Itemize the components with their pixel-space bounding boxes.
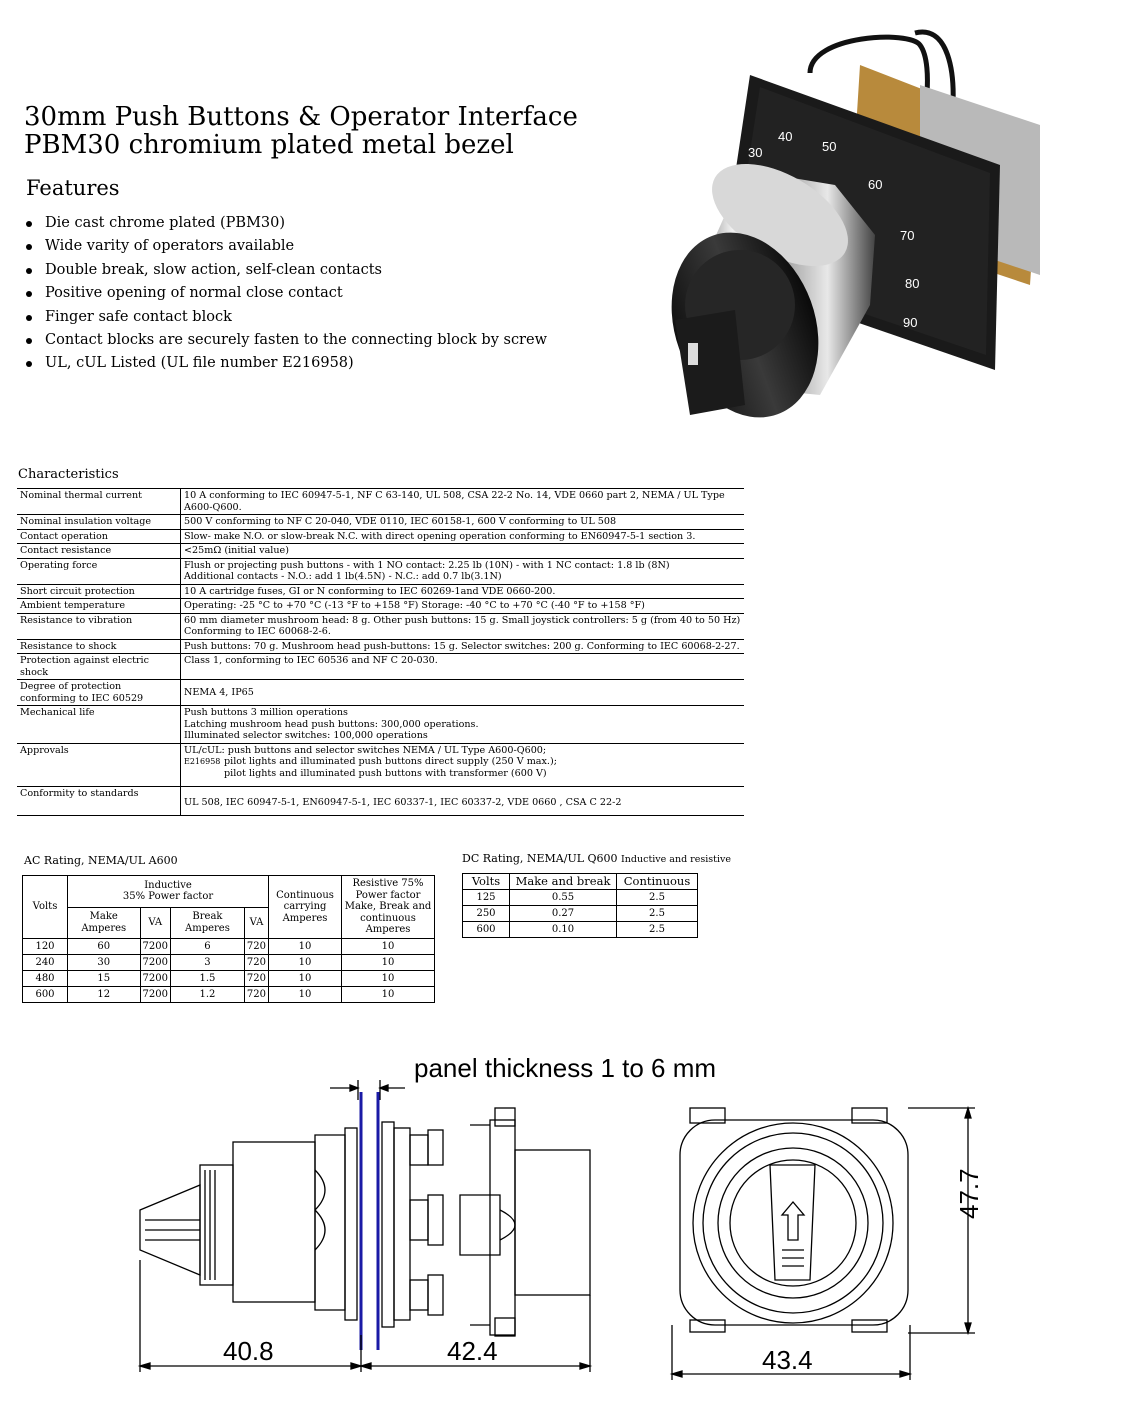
table-row xyxy=(17,654,744,680)
row-value: 500 V conforming to NF C 20-040, VDE 0110, IEC 60158-1, 600 V conforming to UL 508 xyxy=(181,515,745,530)
row-label: Mechanical life xyxy=(17,706,181,744)
features-heading: Features xyxy=(26,176,120,200)
cell: 10 xyxy=(342,954,435,970)
cell: 0.55 xyxy=(510,890,617,906)
header-continuous: Continuous carrying Amperes xyxy=(269,876,342,939)
cell: 600 xyxy=(23,986,68,1002)
dial-number: 100 xyxy=(892,345,914,360)
feature-list xyxy=(24,212,547,376)
table-row xyxy=(17,515,744,530)
row-label: Operating force xyxy=(17,558,181,584)
row-value-line: Additional contacts - N.O.: add 1 lb(4.5N) - N.C.: add 0.7 lb(3.1N) xyxy=(184,571,502,582)
cell: 15 xyxy=(68,970,141,986)
row-label: Contact operation xyxy=(17,529,181,544)
table-row xyxy=(23,986,435,1002)
cell: 10 xyxy=(342,938,435,954)
front-view xyxy=(680,1108,908,1332)
row-value-line xyxy=(184,756,741,768)
product-photo xyxy=(660,25,1080,425)
cell: 720 xyxy=(244,938,268,954)
dimension-front-depth: 40.8 xyxy=(223,1336,274,1366)
cell: 240 xyxy=(23,954,68,970)
row-label-line: Degree of protection xyxy=(20,681,122,692)
table-row xyxy=(17,558,744,584)
header-continuous: Continuous xyxy=(617,874,698,890)
cell: 10 xyxy=(269,970,342,986)
table-row xyxy=(17,613,744,639)
cell: 720 xyxy=(244,954,268,970)
cell: 2.5 xyxy=(617,922,698,938)
row-value: 10 A cartridge fuses, GI or N conforming to IEC 60269-1and VDE 0660-200. xyxy=(181,584,745,599)
cell: 10 xyxy=(269,954,342,970)
dc-rating-table xyxy=(462,873,698,938)
table-row xyxy=(463,922,698,938)
cell: 7200 xyxy=(140,986,170,1002)
header-inductive xyxy=(68,876,269,908)
row-value: Operating: -25 °C to +70 °C (-13 °F to +158 °F) Storage: -40 °C to +70 °C (-40 °F to +158 °F) xyxy=(181,599,745,614)
cell: 10 xyxy=(269,986,342,1002)
row-value xyxy=(181,613,745,639)
header-volts: Volts xyxy=(463,874,510,890)
table-row xyxy=(463,890,698,906)
row-label: Nominal insulation voltage xyxy=(17,515,181,530)
approval-file-number: E216958 xyxy=(184,757,221,766)
dial-number: 80 xyxy=(905,276,920,291)
header-make-break: Make and break xyxy=(510,874,617,890)
page-title: 30mm Push Buttons & Operator Interface xyxy=(24,102,578,132)
row-label: Conformity to standards xyxy=(17,786,181,815)
row-label: Ambient temperature xyxy=(17,599,181,614)
table-row xyxy=(17,584,744,599)
cell: 7200 xyxy=(140,970,170,986)
table-row xyxy=(17,680,744,706)
dc-rating-title xyxy=(462,852,731,865)
header-power-factor: 35% Power factor xyxy=(122,891,214,903)
ac-rating-title: AC Rating, NEMA/UL A600 xyxy=(24,854,178,867)
row-value-text: pilot lights and illuminated push buttons with transformer (600 V) xyxy=(224,767,547,779)
header-inductive-label: Inductive xyxy=(144,879,192,891)
row-label-line: conforming to IEC 60529 xyxy=(20,692,144,704)
arrow-marker-icon xyxy=(688,343,698,365)
row-value-line: Push buttons 3 million operations xyxy=(184,707,348,718)
table-row xyxy=(17,706,744,744)
row-value-line: 60 mm diameter mushroom head: 8 g. Other push buttons: 15 g. Small joystick controllers: 5 g (from 40 to 50 Hz) xyxy=(184,614,741,626)
dial-number: 50 xyxy=(822,139,837,154)
row-value-text: pilot lights and illuminated push buttons direct supply (250 V max.); xyxy=(224,756,557,767)
row-value: Class 1, conforming to IEC 60536 and NF C 20-030. xyxy=(181,654,745,680)
feature-item: Double break, slow action, self-clean contacts xyxy=(24,259,547,282)
row-value-line: Flush or projecting push buttons - with 1 NO contact: 2.25 lb (10N) - with 1 NC contact: 1.8 lb (8N) xyxy=(184,559,670,571)
ac-rating-table xyxy=(22,875,435,1003)
page-subtitle: PBM30 chromium plated metal bezel xyxy=(24,130,514,160)
feature-item: Positive opening of normal close contact xyxy=(24,282,547,305)
row-label: Resistance to vibration xyxy=(17,613,181,639)
header-volts: Volts xyxy=(23,876,68,939)
cell: 6 xyxy=(170,938,244,954)
table-row xyxy=(17,786,744,815)
cell: 720 xyxy=(244,970,268,986)
feature-item: UL, cUL Listed (UL file number E216958) xyxy=(24,352,547,375)
row-value-line: UL/cUL: push buttons and selector switches NEMA / UL Type A600-Q600; xyxy=(184,744,547,756)
row-value: Push buttons: 70 g. Mushroom head push-buttons: 15 g. Selector switches: 200 g. Conforming to IEC 60068-2-27. xyxy=(181,639,745,654)
characteristics-title: Characteristics xyxy=(18,467,119,482)
cell: 1.2 xyxy=(170,986,244,1002)
cell: 10 xyxy=(342,970,435,986)
row-value xyxy=(181,743,745,786)
cell: 600 xyxy=(463,922,510,938)
cell: 720 xyxy=(244,986,268,1002)
cell: 3 xyxy=(170,954,244,970)
table-row xyxy=(463,906,698,922)
cell: 2.5 xyxy=(617,890,698,906)
row-label: Nominal thermal current xyxy=(17,489,181,515)
row-value-line: Conforming to IEC 60068-2-6. xyxy=(184,626,331,637)
cell: 480 xyxy=(23,970,68,986)
dial-number: 70 xyxy=(900,228,915,243)
table-row xyxy=(17,639,744,654)
table-row xyxy=(23,954,435,970)
dc-rating-title-note: Inductive and resistive xyxy=(621,854,731,865)
cell: 0.27 xyxy=(510,906,617,922)
table-row xyxy=(23,938,435,954)
table-row xyxy=(17,529,744,544)
cell: 30 xyxy=(68,954,141,970)
cell: 10 xyxy=(269,938,342,954)
table-row xyxy=(17,743,744,786)
header-va: VA xyxy=(140,907,170,938)
dimension-height: 47.7 xyxy=(954,1168,984,1219)
row-label: Resistance to shock xyxy=(17,639,181,654)
header-resistive: Resistive 75% Power factor Make, Break and continuous Amperes xyxy=(342,876,435,939)
feature-item: Contact blocks are securely fasten to the connecting block by screw xyxy=(24,329,547,352)
feature-item: Finger safe contact block xyxy=(24,306,547,329)
table-row xyxy=(17,544,744,559)
cell: 2.5 xyxy=(617,906,698,922)
side-view xyxy=(140,1108,590,1336)
cell: 0.10 xyxy=(510,922,617,938)
row-value: 10 A conforming to IEC 60947-5-1, NF C 63-140, UL 508, CSA 22-2 No. 14, VDE 0660 part 2, NEMA / UL Type A600-Q600. xyxy=(181,489,745,515)
header-break-amperes: Break Amperes xyxy=(170,907,244,938)
dial-number: 30 xyxy=(748,145,763,160)
row-value: NEMA 4, IP65 xyxy=(181,680,745,706)
feature-item: Die cast chrome plated (PBM30) xyxy=(24,212,547,235)
row-value xyxy=(181,706,745,744)
cell: 7200 xyxy=(140,954,170,970)
row-value: Slow- make N.O. or slow-break N.C. with direct opening operation conforming to EN60947-5-1 section 3. xyxy=(181,529,745,544)
panel-thickness-label: panel thickness 1 to 6 mm xyxy=(414,1053,717,1083)
table-row xyxy=(17,489,744,515)
cell: 60 xyxy=(68,938,141,954)
dial-number: 60 xyxy=(868,177,883,192)
dc-rating-title-text: DC Rating, NEMA/UL Q600 xyxy=(462,852,618,865)
cell: 250 xyxy=(463,906,510,922)
dimension-width: 43.4 xyxy=(762,1345,813,1375)
row-value-line: Illuminated selector switches: 100,000 operations xyxy=(184,730,428,741)
row-label: Contact resistance xyxy=(17,544,181,559)
cell: 1.5 xyxy=(170,970,244,986)
dimension-rear-depth: 42.4 xyxy=(447,1336,498,1366)
row-label: Protection against electric shock xyxy=(17,654,181,680)
row-value-line: Latching mushroom head push buttons: 300,000 operations. xyxy=(184,718,479,730)
cell: 12 xyxy=(68,986,141,1002)
row-value: UL 508, IEC 60947-5-1, EN60947-5-1, IEC 60337-1, IEC 60337-2, VDE 0660 , CSA C 22-2 xyxy=(181,786,745,815)
dial-number: 40 xyxy=(778,129,793,144)
feature-item: Wide varity of operators available xyxy=(24,235,547,258)
cell: 120 xyxy=(23,938,68,954)
dial-number: 90 xyxy=(903,315,918,330)
dimension-drawing xyxy=(0,1080,1122,1400)
row-label: Approvals xyxy=(17,743,181,786)
table-row xyxy=(23,970,435,986)
row-value xyxy=(181,558,745,584)
cell: 10 xyxy=(342,986,435,1002)
cell: 7200 xyxy=(140,938,170,954)
header-va: VA xyxy=(244,907,268,938)
header-make-amperes: Make Amperes xyxy=(68,907,141,938)
characteristics-table xyxy=(17,488,744,816)
row-label: Short circuit protection xyxy=(17,584,181,599)
row-value: <25mΩ (initial value) xyxy=(181,544,745,559)
cell: 125 xyxy=(463,890,510,906)
table-row xyxy=(17,599,744,614)
row-label xyxy=(17,680,181,706)
row-value-line xyxy=(184,768,741,780)
